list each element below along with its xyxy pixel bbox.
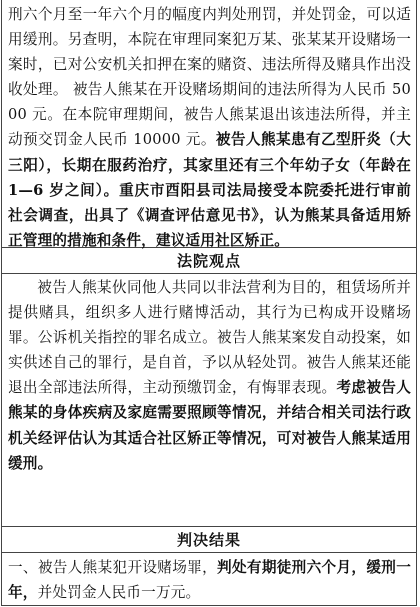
court-view-text: 被告人熊某伙同他人共同以非法营利为目的，租赁场所并提供赌具，组织多人进行赌博活动，其行为已构成开设赌场罪。公诉机关指控的罪名成立。被告人熊某案发自动投案，如实供述自己的罪行，是自首，予以从轻处罚。被告人熊某还能退出全部违法所得，主动预缴罚金，有悔罪表现。 xyxy=(8,279,411,397)
court-view-section xyxy=(2,274,416,526)
judgment-document xyxy=(1,0,417,606)
judgment-result-heading: 判决结果 xyxy=(2,526,416,553)
judgment-result-section xyxy=(2,553,416,605)
facts-paragraph xyxy=(8,2,411,253)
court-view-heading: 法院观点 xyxy=(2,247,416,274)
facts-section xyxy=(2,0,416,247)
judgment-text-end: 并处罚金人民币一万元。 xyxy=(37,584,201,602)
facts-text: 刑六个月至一年六个月的幅度内判处刑罚，并处罚金，可以适用缓刑。另查明，本院在审理同案犯万某、张某某开设赌场一案时，已对公安机关扣押在案的赌资、违法所得及赌具作出没收处理。 被告人熊某在开设赌场期间的违法所得为人民币 5000 元。在本院审理期间，被告人熊某退出该违法所得，并主动预交罚金人民币 10000 元。 xyxy=(8,6,411,149)
judgment-text-bold: 判处有期徒刑六个月，缓刑一年， xyxy=(8,559,411,602)
facts-text-bold: 被告人熊某患有乙型肝炎（大三阳），长期在服药治疗，其家里还有三个年幼子女（年龄在 1—6 岁之间）。重庆市酉阳县司法局接受本院委托进行审前社会调查，出具了《调查评估意见书》，认为熊某具备适用矫正管理的措施和条件，建议适用社区矫正。 xyxy=(8,131,411,249)
judgment-result-paragraph xyxy=(8,555,411,605)
court-view-paragraph xyxy=(8,275,411,476)
court-view-text-bold: 考虑被告人熊某的身体疾病及家庭需要照顾等情况，并结合相关司法行政机关经评估认为其适合社区矫正等情况，可对被告人熊某适用缓刑。 xyxy=(8,379,411,472)
judgment-text: 一、被告人熊某犯开设赌场罪， xyxy=(8,559,218,576)
